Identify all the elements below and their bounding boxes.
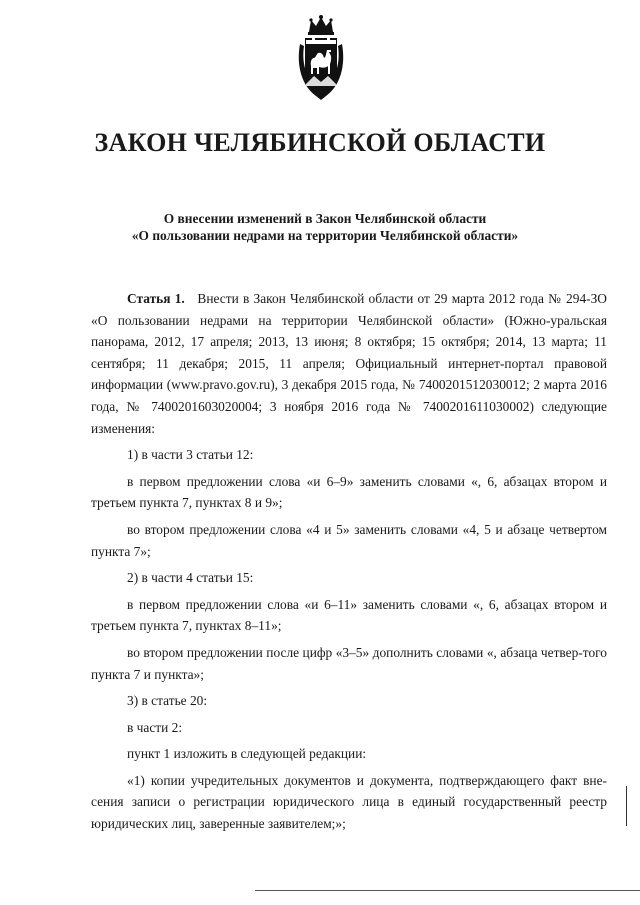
law-subtitle	[60, 210, 590, 244]
article-item: в части 2:	[127, 719, 183, 735]
article-intro	[91, 288, 607, 439]
article-number: Статья 1.	[127, 291, 185, 306]
article-item: в первом предложении слова «и 6–9» заменить словами «, 6, абзацах втором и третьем пункта 7, пунктах 8 и 9»;	[91, 473, 607, 511]
article-item: во втором предложении после цифр «3–5» дополнить словами «, абзаца четвер-того пункта 7 и пункта»;	[91, 644, 607, 682]
article-item: в первом предложении слова «и 6–11» заменить словами «, 6, абзацах втором и третьем пункта 7, пунктах 8–11»;	[91, 596, 607, 634]
article-intro-text: Внести в Закон Челябинской области от 29 марта 2012 года № 294-ЗО «О пользовании недрами на территории Челябинской области» (Южно-уральская панорама, 2012, 17 апреля; 2013, 13 июня; 8 октября; 15 октября; 2014, 13 марта; 11 сентября; 11 декабря; 2015, 11 апреля; Официальный интернет-портал правовой информации (www.pravo.gov.ru), 3 декабря 2015 года, № 7400201512030012; 2 марта 2016 года, № 7400201603020004; 3 ноября 2016 года № 7400201611030002) следующие изменения:	[91, 291, 607, 436]
article-item: во втором предложении слова «4 и 5» заменить словами «4, 5 и абзаце четвертом пункта 7»;	[91, 521, 607, 559]
subtitle-line-1: О внесении изменений в Закон Челябинской области	[163, 211, 487, 226]
article-item: 2) в части 4 статьи 15:	[127, 570, 254, 586]
coat-of-arms-icon	[296, 14, 346, 102]
subtitle-line-2: «О пользовании недрами на территории Челябинской области»	[131, 228, 519, 243]
document-title: ЗАКОН ЧЕЛЯБИНСКОЙ ОБЛАСТИ	[94, 128, 546, 157]
article-body	[91, 288, 607, 835]
article-item: 3) в статье 20:	[127, 693, 208, 709]
article-item: пункт 1 изложить в следующей редакции:	[127, 746, 367, 762]
article-item: 1) в части 3 статьи 12:	[127, 447, 254, 463]
article-item: «1) копии учредительных документов и документа, подтверждающего факт вне-сения записи о регистрации юридического лица в единый государственный реестр юридических лиц, заверенные заявителем;»;	[91, 772, 607, 832]
bottom-rule	[255, 890, 640, 891]
scan-artifact-line	[626, 786, 627, 826]
